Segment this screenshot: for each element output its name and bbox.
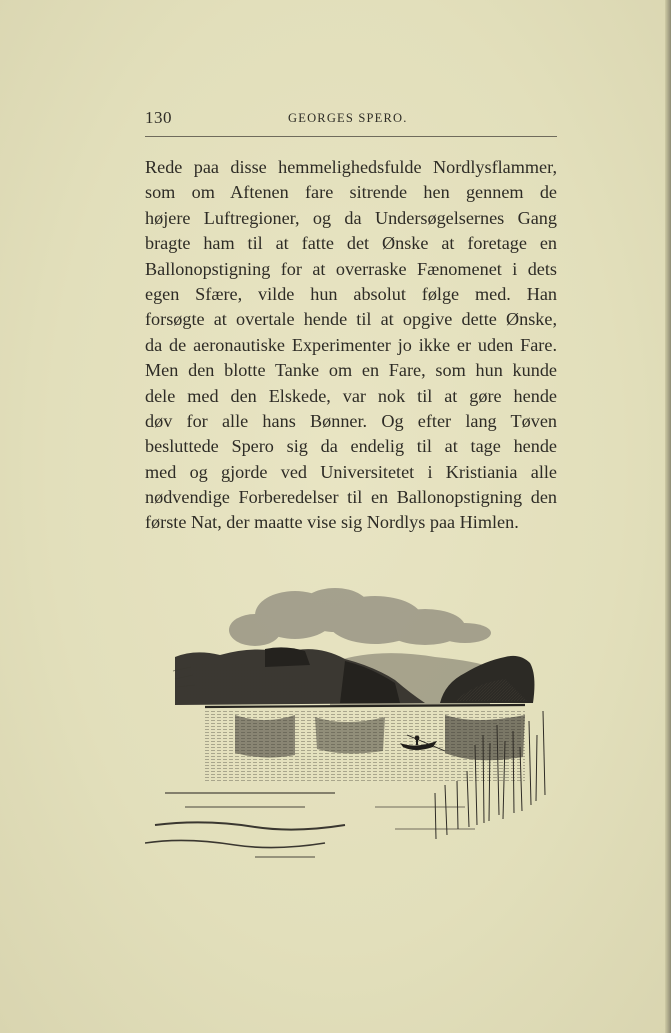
text-line: med og gjorde ved Universitetet i Kristiania alle — [145, 461, 557, 482]
text-line: bragte ham til at fatte det Ønske at foretage en — [145, 233, 557, 254]
text-line: højere Luftregioner, og da Undersøgelsernes Gang — [145, 207, 557, 228]
text-line: Rede paa disse hemmelighedsfulde Nordlysflammer, — [145, 157, 557, 177]
text-line: som om Aftenen fare sitrende hen gennem de — [145, 182, 557, 203]
clouds — [229, 588, 491, 646]
text-line: nødvendige Forberedelser til en Ballonopstigning den — [145, 487, 557, 508]
page-number: 130 — [145, 108, 172, 127]
header-rule — [145, 136, 557, 137]
text-line: dele med den Elskede, var nok til at gøre hende — [145, 385, 557, 406]
text-line: døv for alle hans Bønner. Og efter lang Tøven — [145, 410, 557, 431]
text-line: første Nat, der maatte vise sig Nordlys paa Himlen. — [145, 512, 519, 533]
lake-illustration — [145, 575, 555, 870]
page-edge — [665, 0, 671, 1033]
page-header — [145, 108, 557, 130]
water-reflections — [145, 711, 525, 857]
body-paragraph — [145, 155, 557, 536]
text-line: egen Sfære, vilde hun absolut følge med. Han — [145, 283, 557, 304]
running-head: GEORGES SPERO. — [288, 111, 408, 125]
text-line: Men den blotte Tanke om en Fare, som hun kunde — [145, 360, 557, 381]
text-line: besluttede Spero sig da endelig til at tage hende — [145, 436, 557, 457]
text-line: Ballonopstigning for at overraske Fænomenet i dets — [145, 258, 557, 279]
text-line: da de aeronautiske Experimenter jo ikke er uden Fare. — [145, 334, 557, 355]
text-line: forsøgte at overtale hende til at opgive dette Ønske, — [145, 309, 557, 330]
